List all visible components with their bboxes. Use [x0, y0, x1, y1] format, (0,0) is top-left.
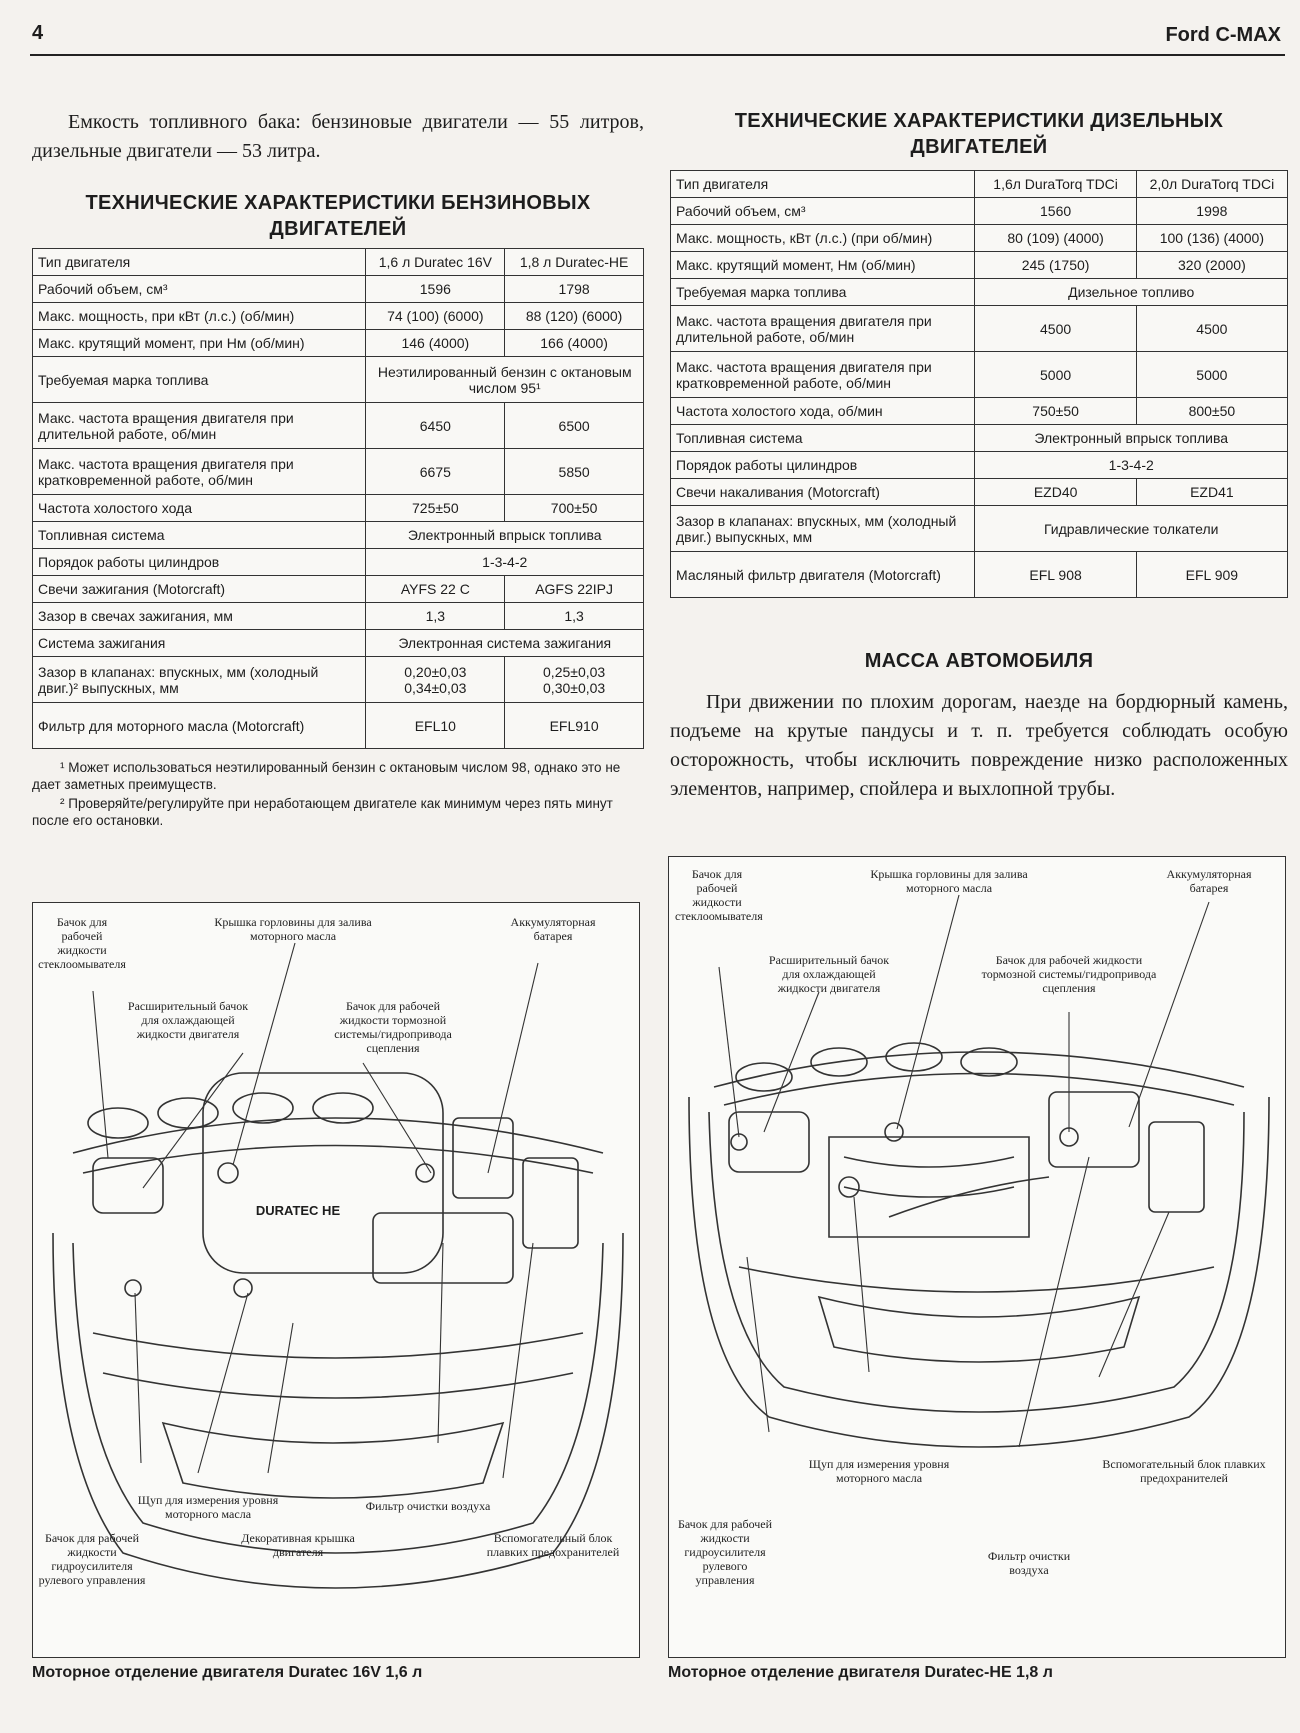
row-value: 80 (109) (4000) — [975, 225, 1136, 252]
row-value: 1,3 — [505, 603, 644, 630]
row-label: Макс. крутящий момент, Нм (об/мин) — [671, 252, 975, 279]
footnotes — [32, 759, 644, 829]
diesel-title-line1: ТЕХНИЧЕСКИЕ ХАРАКТЕРИСТИКИ ДИЗЕЛЬНЫХ — [734, 110, 1224, 132]
right-column — [670, 108, 1288, 804]
table-row — [671, 252, 1288, 279]
table-row — [33, 449, 644, 495]
label-brake-fluid-reservoir: Бачок для рабочей жидкости тормозной системы/гидропривода сцепления — [981, 953, 1157, 995]
row-value: 1-3-4-2 — [975, 452, 1288, 479]
row-value: AGFS 22IPJ — [505, 576, 644, 603]
row-value: 245 (1750) — [975, 252, 1136, 279]
row-value: 5000 — [975, 352, 1136, 398]
row-value: Гидравлические толкатели — [975, 506, 1288, 552]
row-value: 1-3-4-2 — [366, 549, 644, 576]
row-label: Зазор в свечах зажигания, мм — [33, 603, 366, 630]
table-row — [671, 506, 1288, 552]
row-value: 100 (136) (4000) — [1136, 225, 1287, 252]
row-label: Макс. частота вращения двигателя при длительной работе, об/мин — [671, 306, 975, 352]
label-fuse-box: Вспомогательный блок плавких предохранителей — [486, 1531, 620, 1559]
row-label: Макс. частота вращения двигателя при кратковременной работе, об/мин — [671, 352, 975, 398]
row-label: Рабочий объем, см³ — [33, 276, 366, 303]
value-exhaust: 0,34±0,03 — [404, 679, 467, 696]
row-value: Электронная система зажигания — [366, 630, 644, 657]
row-value: 1560 — [975, 198, 1136, 225]
row-label: Макс. частота вращения двигателя при длительной работе, об/мин — [33, 403, 366, 449]
table-row — [33, 657, 644, 703]
row-value: EFL910 — [505, 703, 644, 749]
table-row — [33, 276, 644, 303]
row-value: 320 (2000) — [1136, 252, 1287, 279]
row-value: 800±50 — [1136, 398, 1287, 425]
row-value: EFL 908 — [975, 552, 1136, 598]
row-label: Макс. мощность, при кВт (л.с.) (об/мин) — [33, 303, 366, 330]
table-row — [33, 495, 644, 522]
table-row — [671, 225, 1288, 252]
page-number: 4 — [32, 22, 44, 44]
value-exhaust: 0,30±0,03 — [543, 679, 606, 696]
diesel-spec-title — [670, 108, 1288, 160]
table-row — [671, 279, 1288, 306]
row-value: EZD40 — [975, 479, 1136, 506]
row-value: 4500 — [975, 306, 1136, 352]
caption-left: Моторное отделение двигателя Duratec 16V 1,6 л — [32, 1664, 423, 1681]
row-value: 1,8 л Duratec-HE — [505, 249, 644, 276]
row-label: Частота холостого хода — [33, 495, 366, 522]
row-value: 6450 — [366, 403, 505, 449]
label-power-steering-reservoir: Бачок для рабочей жидкости гидроусилителя рулевого управления — [677, 1517, 773, 1587]
label-coolant-expansion-tank: Расширительный бачок для охлаждающей жидкости двигателя — [768, 953, 890, 995]
table-row — [33, 576, 644, 603]
row-value: 5000 — [1136, 352, 1287, 398]
value-intake: 0,25±0,03 — [543, 663, 606, 680]
table-row — [33, 249, 644, 276]
table-row — [671, 306, 1288, 352]
mass-title: МАССА АВТОМОБИЛЯ — [864, 650, 1094, 672]
row-value — [366, 657, 505, 703]
book-title: Ford C-MAX — [1165, 24, 1281, 46]
row-label: Свечи накаливания (Motorcraft) — [671, 479, 975, 506]
row-label: Зазор в клапанах: впускных, мм (холодный двиг.)² выпускных, мм — [33, 657, 366, 703]
row-label: Топливная система — [671, 425, 975, 452]
row-value — [505, 657, 644, 703]
row-value: 5850 — [505, 449, 644, 495]
left-column — [32, 108, 644, 831]
row-value: 2,0л DuraTorq TDCi — [1136, 171, 1287, 198]
row-label: Макс. мощность, кВт (л.с.) (при об/мин) — [671, 225, 975, 252]
row-label: Фильтр для моторного масла (Motorcraft) — [33, 703, 366, 749]
row-value: 88 (120) (6000) — [505, 303, 644, 330]
row-value: 700±50 — [505, 495, 644, 522]
row-value: 6675 — [366, 449, 505, 495]
petrol-spec-table — [32, 248, 644, 749]
row-value: 1,6 л Duratec 16V — [366, 249, 505, 276]
row-label: Тип двигателя — [671, 171, 975, 198]
label-fuse-box: Вспомогательный блок плавких предохранителей — [1102, 1457, 1266, 1485]
row-value: Неэтилированный бензин с октановым числом 95¹ — [366, 357, 644, 403]
fuel-tank-paragraph: Емкость топливного бака: бензиновые двигатели — 55 литров, дизельные двигатели — 53 литра. — [32, 111, 644, 162]
row-label: Рабочий объем, см³ — [671, 198, 975, 225]
row-value: Электронный впрыск топлива — [975, 425, 1288, 452]
row-value: 6500 — [505, 403, 644, 449]
row-label: Тип двигателя — [33, 249, 366, 276]
table-row — [671, 198, 1288, 225]
row-value: 1,6л DuraTorq TDCi — [975, 171, 1136, 198]
page-header — [30, 20, 1285, 56]
caption-right: Моторное отделение двигателя Duratec-HE 1,8 л — [668, 1664, 1053, 1681]
footnote-2: ² Проверяйте/регулируйте при неработающем двигателе как минимум через пять минут после его остановки. — [32, 796, 613, 828]
table-row — [33, 603, 644, 630]
row-value: 74 (100) (6000) — [366, 303, 505, 330]
row-value: AYFS 22 C — [366, 576, 505, 603]
petrol-title-line1: ТЕХНИЧЕСКИЕ ХАРАКТЕРИСТИКИ БЕНЗИНОВЫХ — [85, 192, 591, 214]
table-row — [33, 522, 644, 549]
diesel-title-line2: ДВИГАТЕЛЕЙ — [910, 136, 1048, 158]
row-value: EFL 909 — [1136, 552, 1287, 598]
engine-bay-figure-right — [668, 856, 1286, 1658]
table-row — [671, 425, 1288, 452]
row-label: Порядок работы цилиндров — [33, 549, 366, 576]
table-row — [33, 403, 644, 449]
row-label: Зазор в клапанах: впускных, мм (холодный двиг.) выпускных, мм — [671, 506, 975, 552]
label-brake-fluid-reservoir: Бачок для рабочей жидкости тормозной системы/гидропривода сцепления — [334, 999, 452, 1055]
label-oil-dipstick: Щуп для измерения уровня моторного масла — [808, 1457, 950, 1485]
row-value: 725±50 — [366, 495, 505, 522]
engine-cover-badge: DURATEC HE — [255, 1203, 341, 1218]
label-air-filter: Фильтр очистки воздуха — [987, 1549, 1071, 1577]
label-air-filter: Фильтр очистки воздуха — [365, 1499, 491, 1513]
row-label: Требуемая марка топлива — [33, 357, 366, 403]
label-engine-cover: Декоративная крышка двигателя — [241, 1531, 355, 1559]
label-battery: Аккумуляторная батарея — [510, 915, 596, 943]
row-label: Макс. частота вращения двигателя при кратковременной работе, об/мин — [33, 449, 366, 495]
row-label: Система зажигания — [33, 630, 366, 657]
row-value: 1,3 — [366, 603, 505, 630]
label-coolant-expansion-tank: Расширительный бачок для охлаждающей жидкости двигателя — [127, 999, 249, 1041]
petrol-spec-title — [32, 190, 644, 242]
table-row — [671, 171, 1288, 198]
label-washer-reservoir: Бачок для рабочей жидкости стеклоомывателя — [38, 915, 126, 971]
footnote-1: ¹ Может использоваться неэтилированный бензин с октановым числом 98, однако это не дает заметных преимуществ. — [32, 760, 621, 792]
table-row — [33, 703, 644, 749]
row-value: 750±50 — [975, 398, 1136, 425]
label-washer-reservoir: Бачок для рабочей жидкости стеклоомывателя — [675, 867, 763, 923]
table-row — [33, 357, 644, 403]
row-label: Масляный фильтр двигателя (Motorcraft) — [671, 552, 975, 598]
row-label: Частота холостого хода, об/мин — [671, 398, 975, 425]
label-battery: Аккумуляторная батарея — [1166, 867, 1252, 895]
row-value: Дизельное топливо — [975, 279, 1288, 306]
label-oil-filler-cap: Крышка горловины для залива моторного масла — [870, 867, 1028, 895]
row-value: 146 (4000) — [366, 330, 505, 357]
row-value: 1998 — [1136, 198, 1287, 225]
petrol-title-line2: ДВИГАТЕЛЕЙ — [269, 218, 407, 240]
table-row — [33, 303, 644, 330]
row-value: 1596 — [366, 276, 505, 303]
row-value: 4500 — [1136, 306, 1287, 352]
value-intake: 0,20±0,03 — [404, 663, 467, 680]
table-row — [671, 352, 1288, 398]
mass-paragraph: При движении по плохим дорогам, наезде на бордюрный камень, подъеме на крутые пандусы и т. п. требуется соблюдать особую осторожность, чтобы исключить повреждение низко расположенных элементов, например, спойлера и выхлопной трубы. — [670, 691, 1288, 800]
row-value: Электронный впрыск топлива — [366, 522, 644, 549]
table-row — [33, 549, 644, 576]
row-value: 1798 — [505, 276, 644, 303]
row-value: 166 (4000) — [505, 330, 644, 357]
label-oil-filler-cap: Крышка горловины для залива моторного масла — [214, 915, 372, 943]
diesel-spec-table — [670, 170, 1288, 598]
table-row — [33, 330, 644, 357]
label-oil-dipstick: Щуп для измерения уровня моторного масла — [137, 1493, 279, 1521]
table-row — [33, 630, 644, 657]
row-label: Порядок работы цилиндров — [671, 452, 975, 479]
row-label: Макс. крутящий момент, при Нм (об/мин) — [33, 330, 366, 357]
label-power-steering-reservoir: Бачок для рабочей жидкости гидроусилителя рулевого управления — [38, 1531, 146, 1587]
table-row — [671, 452, 1288, 479]
table-row — [671, 398, 1288, 425]
engine-bay-figure-left — [32, 902, 640, 1658]
table-row — [671, 552, 1288, 598]
table-row — [671, 479, 1288, 506]
row-label: Топливная система — [33, 522, 366, 549]
row-value: EFL10 — [366, 703, 505, 749]
row-label: Требуемая марка топлива — [671, 279, 975, 306]
row-label: Свечи зажигания (Motorcraft) — [33, 576, 366, 603]
row-value: EZD41 — [1136, 479, 1287, 506]
